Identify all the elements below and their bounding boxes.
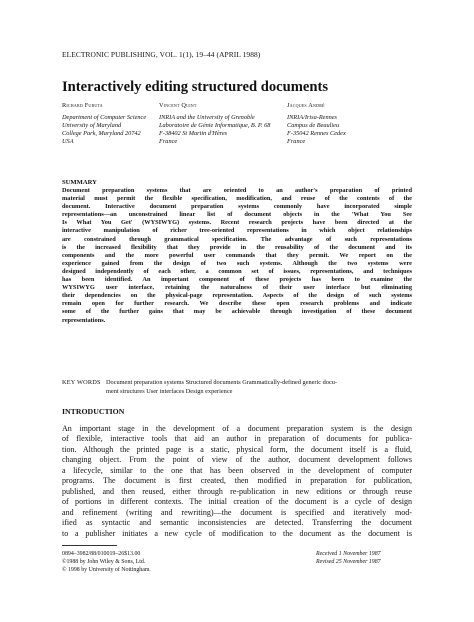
summary-line: interactive manipulation of richer tree-oriented representations in which object relationships xyxy=(62,227,412,235)
author-name: Vincent Quint xyxy=(159,102,197,109)
author-block xyxy=(62,102,146,146)
author-name: Jacques André xyxy=(287,102,325,109)
summary-line: designed independently of each other, a common set of issues, representations, and techniques xyxy=(62,267,412,275)
summary-heading: SUMMARY xyxy=(62,179,97,186)
summary-line: representations. xyxy=(62,316,106,324)
footer-received-dates xyxy=(316,550,381,566)
footnote-rule xyxy=(62,545,117,546)
intro-line: changing object. From the point of view of the author, document development follows xyxy=(62,455,412,465)
summary-line: experience gained from the design of two such systems. Although the two systems were xyxy=(62,259,412,267)
summary-line: WYSIWYG user interface, retaining the naturalness of their user interface but eliminating xyxy=(62,284,412,292)
intro-line: and refinement (writing and rewriting)—the document is specified and iteratively mod- xyxy=(62,507,412,517)
keywords-line: ment structures User interfaces Design experience xyxy=(106,388,233,395)
author-affiliation-line: University of Maryland xyxy=(62,122,122,130)
footer-line: ©1988 by John Wiley & Sons, Ltd. xyxy=(62,559,146,566)
summary-line: are constrained through grammatical specification. The advantage of such representations xyxy=(62,235,412,243)
author-affiliation-line: USA xyxy=(62,138,74,146)
keywords-line: Document preparation systems Structured documents Grammatically-defined generic docu- xyxy=(106,379,337,386)
author-block xyxy=(287,102,346,146)
author-affiliation-line: F-38402 St Martin d'Hères xyxy=(159,130,228,138)
summary-line: remain open for further research. We describe these open research problems and indicate xyxy=(62,300,412,308)
author-affiliation-line: F-35042 Rennes Cedex xyxy=(287,130,346,138)
intro-line: to a publisher initiates a new cycle of modification to the document as the document is xyxy=(62,528,412,538)
intro-line: An important stage in the development of a document preparation system is the design xyxy=(62,424,412,433)
footer-line: Received 1 November 1987 xyxy=(316,551,381,557)
author-affiliation-line: Department of Computer Science xyxy=(62,114,147,122)
introduction-text xyxy=(62,424,412,539)
journal-citation: ELECTRONIC PUBLISHING, VOL. 1(1), 19–44 (APRIL 1988) xyxy=(62,50,261,59)
footer-line: Revised 25 November 1987 xyxy=(316,559,381,566)
summary-line: has been identified. An important component of these projects has been to examine the xyxy=(62,276,412,284)
author-affiliation-line: INRIA/Irisa-Rennes xyxy=(287,114,338,122)
footer-line: © 1998 by University of Nottingham. xyxy=(62,567,151,574)
summary-line: Document preparation systems that are oriented to an author's preparation of printed xyxy=(62,187,412,194)
summary-line: some of the further gains that may be achievable through investigation of these document xyxy=(62,308,412,316)
intro-line: ified as syntactic and semantic inconsistencies are detected. Transferring the document xyxy=(62,518,412,528)
author-affiliation-line: INRIA and the University of Grenoble xyxy=(159,114,255,122)
summary-line: representations—an unconstrained linear list of document objects in the 'What You See xyxy=(62,211,412,219)
paper-title: Interactively editing structured documents xyxy=(62,79,329,95)
intro-line: tion. Although the printed page is a static, physical form, the document itself is a fluid, xyxy=(62,444,412,454)
intro-line: programs. The document is first created, then modified in preparation for publication, xyxy=(62,476,412,486)
author-affiliation-line: France xyxy=(287,138,306,146)
summary-text xyxy=(62,187,412,325)
keywords-list xyxy=(106,378,414,396)
intro-line: a lifecycle, similar to the one that has been observed in the development of computer xyxy=(62,465,412,475)
intro-line: of portions in different contexts. The initial creation of the document is a cycle of design xyxy=(62,497,412,507)
summary-line: is the increased flexibility that they provide in the reusability of the document and its xyxy=(62,243,412,251)
author-block xyxy=(159,102,270,146)
introduction-heading: INTRODUCTION xyxy=(62,407,125,416)
author-affiliation-line: College Park, Maryland 20742 xyxy=(62,130,141,138)
summary-line: components and the more powerful user commands that they permit. We report on the xyxy=(62,251,412,259)
summary-line: document. Interactive document preparation systems commonly have incorporated simple xyxy=(62,203,412,211)
footer-line: 0894–3982/88/010019–26$13.00 xyxy=(62,551,141,557)
author-affiliation-line: France xyxy=(159,138,178,146)
keywords-label: KEY WORDS xyxy=(62,379,101,386)
footer-copyright xyxy=(62,550,151,575)
summary-line: material must permit the flexible specification, modification, and reuse of the contents of the xyxy=(62,195,412,203)
intro-line: of flexible, interactive tools that aid an author in preparation of documents for publica- xyxy=(62,434,412,444)
author-affiliation-line: Campus de Beaulieu xyxy=(287,122,340,130)
intro-line: published, and then reused, either through re-publication in new editions or through reuse xyxy=(62,486,412,496)
author-affiliation-line: Laboratoire de Génie Informatique, B. P. 68 xyxy=(159,122,271,130)
summary-line: their dependencies on the physical-page representation. Aspects of the design of such systems xyxy=(62,292,412,300)
author-name: Richard Furuta xyxy=(62,102,103,109)
summary-line: Is What You Get' (WYSIWYG) systems. Recent research projects have been directed at the xyxy=(62,219,412,227)
